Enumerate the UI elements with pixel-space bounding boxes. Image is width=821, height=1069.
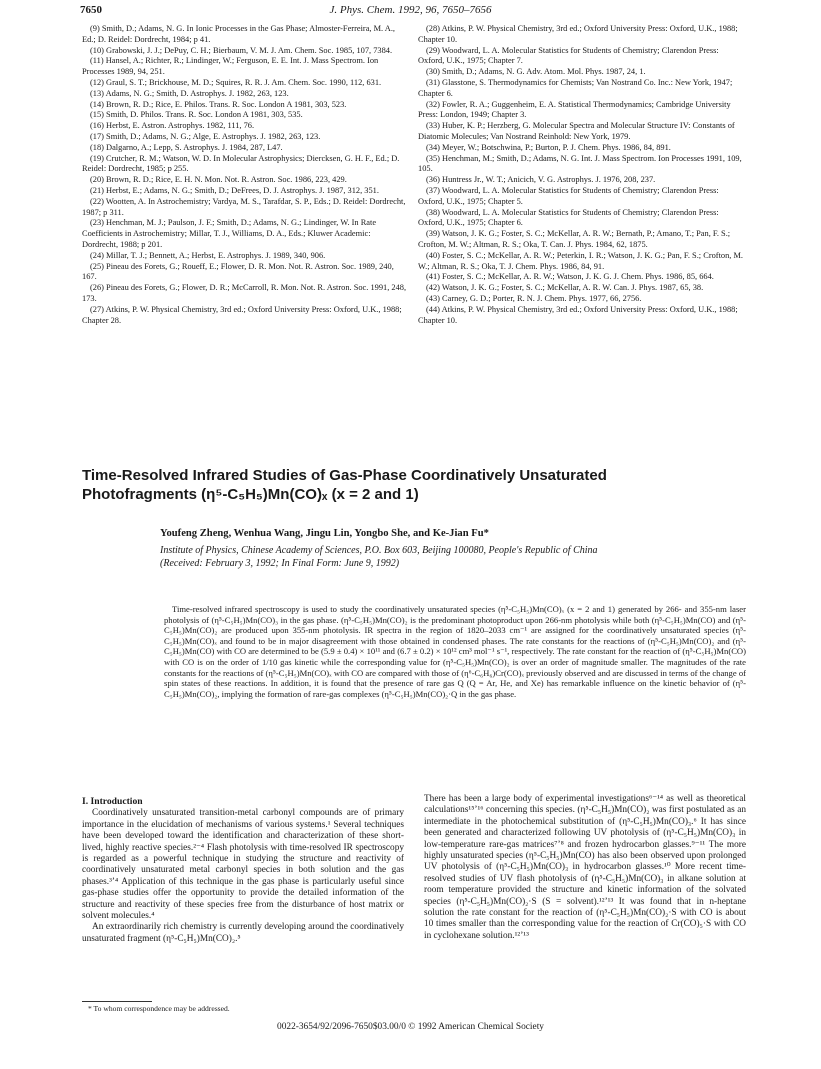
affiliation: Institute of Physics, Chinese Academy of Sciences, P.O. Box 603, Beijing 100080, People's Republic of China xyxy=(160,545,598,556)
article-title xyxy=(82,466,722,504)
reference-entry: (12) Graul, S. T.; Brickhouse, M. D.; Squires, R. R. J. Am. Chem. Soc. 1990, 112, 631. xyxy=(90,77,382,87)
reference-entry: (43) Carney, G. D.; Porter, R. N. J. Chem. Phys. 1977, 66, 2756. xyxy=(426,293,642,303)
reference-entry: (11) Hansel, A.; Richter, R.; Lindinger, W.; Ferguson, E. E. Int. J. Mass Spectrom. Ion Processes 1989, 94, 251. xyxy=(82,56,379,77)
reference-entry: (13) Adams, N. G.; Smith, D. Astrophys. J. 1982, 263, 123. xyxy=(90,88,289,98)
footnote-rule xyxy=(82,1001,152,1002)
reference-entry: (17) Smith, D.; Adams, N. G.; Alge, E. Astrophys. J. 1982, 263, 123. xyxy=(90,131,321,141)
reference-entry: (42) Watson, J. K. G.; Foster, S. C.; McKellar, A. R. W. Can. J. Phys. 1987, 65, 38. xyxy=(426,283,704,293)
article-title-line-2: Photofragments (η⁵-C₅H₅)Mn(CO)ₓ (x = 2 and 1) xyxy=(82,486,419,503)
reference-entry: (21) Herbst, E.; Adams, N. G.; Smith, D.; DeFrees, D. J. Astrophys. J. 1987, 312, 351. xyxy=(90,185,379,195)
reference-entry: (28) Atkins, P. W. Physical Chemistry, 3rd ed.; Oxford University Press: Oxford, U.K., 1988; Chapter 10. xyxy=(418,24,738,44)
reference-entry: (35) Henchman, M.; Smith, D.; Adams, N. G. Int. J. Mass Spectrom. Ion Processes 1991, 109, 105. xyxy=(418,153,742,174)
reference-entry: (32) Fowler, R. A.; Guggenheim, E. A. Statistical Thermodynamics; Cambridge University Press: London, 1949; Chapter 3. xyxy=(418,99,731,120)
reference-entry: (19) Crutcher, R. M.; Watson, W. D. In Molecular Astrophysics; Diercksen, G. H. F., Ed.; D. Reidel: Dordrecht, 1985; p 255. xyxy=(82,153,400,174)
reference-entry: (29) Woodward, L. A. Molecular Statistics for Students of Chemistry; Clarendon Press: Oxford, U.K., 1975; Chapter 7. xyxy=(418,45,719,66)
affiliation-block xyxy=(160,544,598,570)
references-left-column xyxy=(82,24,407,326)
paragraph: An extraordinarily rich chemistry is currently developing around the coordinatively unsaturated fragment (η⁵-C₅H₅)Mn(CO)₂.⁵ xyxy=(82,922,404,944)
reference-entry: (30) Smith, D.; Adams, N. G. Adv. Atom. Mol. Phys. 1987, 24, 1. xyxy=(426,67,646,77)
reference-entry: (36) Huntress Jr., W. T.; Anicich, V. G. Astrophys. J. 1976, 208, 237. xyxy=(426,175,656,185)
reference-entry: (39) Watson, J. K. G.; Foster, S. C.; McKellar, A. R. W.; Bernath, P.; Amano, T.; Pan, F. S.; Crofton, M. W.; Altman, R. S.; Oka, T. Can. J. Phys. 1984, 62, 1875. xyxy=(418,229,731,249)
reference-entry: (44) Atkins, P. W. Physical Chemistry, 3rd ed.; Oxford University Press: Oxford, U.K., 1988; Chapter 10. xyxy=(418,304,738,325)
reference-entry: (22) Wootten, A. In Astrochemistry; Vardya, M. S., Tarafdar, S. P., Eds.; D. Reidel: Dordrecht, 1987; p 311. xyxy=(82,196,406,217)
reference-entry: (37) Woodward, L. A. Molecular Statistics for Students of Chemistry; Clarendon Press: Oxford, U.K., 1975; Chapter 5. xyxy=(418,185,719,206)
reference-entry: (20) Brown, R. D.; Rice, E. H. N. Mon. Not. R. Astron. Soc. 1986, 223, 429. xyxy=(90,175,347,185)
page-footer: 0022-3654/92/2096-7650$03.00/0 © 1992 American Chemical Society xyxy=(277,1022,544,1032)
running-header: J. Phys. Chem. 1992, 96, 7650–7656 xyxy=(329,4,492,16)
reference-entry: (10) Grabowski, J. J.; DePuy, C. H.; Bierbaum, V. M. J. Am. Chem. Soc. 1985, 107, 7384. xyxy=(90,45,393,55)
reference-entry: (18) Dalgarno, A.; Lepp, S. Astrophys. J. 1984, 287, L47. xyxy=(90,142,283,152)
reference-entry: (9) Smith, D.; Adams, N. G. In Ionic Processes in the Gas Phase; Almoster-Ferreira, M. A., Ed.; D. Reidel: Dordrecht, 1984; p 41. xyxy=(82,24,396,44)
received-dates: (Received: February 3, 1992; In Final Form: June 9, 1992) xyxy=(160,558,400,569)
reference-entry: (24) Millar, T. J.; Bennett, A.; Herbst, E. Astrophys. J. 1989, 340, 906. xyxy=(90,250,326,260)
abstract: Time-resolved infrared spectroscopy is used to study the coordinatively unsaturated species (η⁵-C₅H₅)Mn(CO)ₓ (x = 2 and 1) generated by 266- and 355-nm laser photolysis of (η⁵-C₅H₅)Mn(CO)₃ in the gas phase. (η⁵-C₅H₅)Mn(CO)₂ is the predominant photoproduct upon 266-nm photolysis while both (η⁵-C₅H₅)Mn(CO) and (η⁵-C₅H₅)Mn(CO)₂ are produced upon 355-nm photolysis. IR spectra in the region of 1820–2033 cm⁻¹ are assigned for the coordinatively unsaturated species (η⁵-C₅H₅)Mn(CO)ₓ and found to be in major disagreement with those obtained in condensed phases. The rate constants for the reactions of (η⁵-C₅H₅)Mn(CO)₂ and (η⁵-C₅H₅)Mn(CO) with CO are determined to be (5.9 ± 0.4) × 10¹¹ and (6.7 ± 0.2) × 10¹² cm³ mol⁻¹ s⁻¹, respectively. The rate constant for the reaction of (η⁵-C₅H₅)Mn(CO) with CO is on the order of 1/10 gas kinetic while the corresponding value for (η⁵-C₅H₅)Mn(CO)₂ is over an order of magnitude smaller. The magnitudes of the rate constants for the reactions of (η⁵-C₅H₅)Mn(CO)ₓ with CO are compared with those of (η⁶-C₆H₆)Cr(CO)ₓ previously observed and are discussed in terms of the change of spin states of these reactions. In addition, it is found that the presence of rare gas Q (Q = Ar, He, and Xe) has remarkable influence on the kinetic behavior of (η⁵-C₅H₅)Mn(CO)₂, implying the formation of rare-gas complexes (η⁵-C₅H₅)Mn(CO)₂·Q in the gas phase. xyxy=(164,604,746,699)
paragraph: There has been a large body of experimental investigations⁶⁻¹⁴ as well as theoretical calculations¹⁵ʼ¹⁶ concerning this species. (η⁵-C₅H₅)Mn(CO)₂ was first postulated as an intermediate in the photochemical substitution of (η⁵-C₅H₅)Mn(CO)₃.⁶ It has since been generated and characterized following UV photolysis of (η⁵-C₅H₅)Mn(CO)₃ in low-temperature rare-gas matrices⁷ʼ⁸ and frozen hydrocarbon glasses.⁹⁻¹¹ The more highly unsaturated species (η⁵-C₅H₅)Mn(CO) has also been observed upon prolonged UV photolysis of (η⁵-C₅H₅)Mn(CO)₃ in hydrocarbon glasses.¹⁰ More recent time-resolved studies of UV flash photolysis of (η⁵-C₅H₅)Mn(CO)₃ in alkane solution at room temperature provided the structure and kinetic information of the solvated species (η⁵-C₅H₅)Mn(CO)₂·S (S = solvent).¹²ʼ¹³ It was found that in n-heptane solution the rate constant for the reaction of (η⁵-C₅H₅)Mn(CO)₂·S with CO is about 10 times smaller than the corresponding value for the reaction of Cr(CO)₅·S with CO in cyclohexane solution.¹²ʼ¹³ xyxy=(424,794,746,941)
article-title-line-1: Time-Resolved Infrared Studies of Gas-Phase Coordinatively Unsaturated xyxy=(82,467,607,484)
reference-entry: (34) Meyer, W.; Botschwina, P.; Burton, P. J. Chem. Phys. 1986, 84, 891. xyxy=(426,142,671,152)
reference-entry: (41) Foster, S. C.; McKellar, A. R. W.; Watson, J. K. G. J. Chem. Phys. 1986, 85, 664. xyxy=(426,272,714,282)
reference-entry: (23) Henchman, M. J.; Paulson, J. F.; Smith, D.; Adams, N. G.; Lindinger, W. In Rate Coefficients in Astrochemistry; Millar, T. J., Williams, D. A., Eds.; Kluwer Academic: Dordrecht, 1988; p 201. xyxy=(82,218,377,249)
reference-entry: (16) Herbst, E. Astron. Astrophys. 1982, 111, 76. xyxy=(90,121,255,131)
reference-entry: (25) Pineau des Forets, G.; Roueff, E.; Flower, D. R. Mon. Not. R. Astron. Soc. 1989, 240, 167. xyxy=(82,261,394,282)
body-left-column xyxy=(82,796,404,945)
reference-entry: (40) Foster, S. C.; McKellar, A. R. W.; Peterkin, I. R.; Watson, J. K. G.; Pan, F. S.; Crofton, M. W.; Altman, R. S.; Oka, T. J. Chem. Phys. 1986, 84, 91. xyxy=(418,250,744,271)
references-right-column xyxy=(418,24,746,326)
reference-entry: (31) Glasstone, S. Thermodynamics for Chemists; Van Nostrand Co. Inc.: New York, 1947; Chapter 6. xyxy=(418,77,733,98)
reference-entry: (15) Smith, D. Philos. Trans. R. Soc. London A 1981, 303, 535. xyxy=(90,110,303,120)
paragraph: Coordinatively unsaturated transition-metal carbonyl compounds are of primary importance in the elucidation of mechanisms of various systems.¹ Several techniques have been developed toward the identification and characterization of these short-lived, highly reactive species.²⁻⁴ Flash photolysis with time-resolved IR spectroscopy is regarded as a powerful technique in studying the structure and reactivity of coordinatively unsaturated metal carbonyl species in both solution and the gas phases.³ʼ⁴ Application of this technique in the gas phase is particularly useful since gas-phase studies offer the opportunity to provide the detailed information of the structure and reactivity of these species free from the disturbance of host matrix or solvent molecules.⁴ xyxy=(82,808,404,922)
reference-entry: (27) Atkins, P. W. Physical Chemistry, 3rd ed.; Oxford University Press: Oxford, U.K., 1988; Chapter 28. xyxy=(82,304,402,325)
reference-entry: (33) Huber, K. P.; Herzberg, G. Molecular Spectra and Molecular Structure IV: Constants of Diatomic Molecules; Van Nostrand Reinhold: New York, 1979. xyxy=(418,121,735,141)
page-number: 7650 xyxy=(80,4,102,16)
reference-entry: (14) Brown, R. D.; Rice, E. Philos. Trans. R. Soc. London A 1981, 303, 523. xyxy=(90,99,347,109)
section-heading: I. Introduction xyxy=(82,796,143,807)
body-right-column xyxy=(424,794,746,942)
reference-entry: (38) Woodward, L. A. Molecular Statistics for Students of Chemistry; Clarendon Press: Oxford, U.K., 1975; Chapter 6. xyxy=(418,207,719,228)
reference-entry: (26) Pineau des Forets, G.; Flower, D. R.; McCarroll, R. Mon. Not. R. Astron. Soc. 1991, 248, 173. xyxy=(82,283,407,303)
author-list: Youfeng Zheng, Wenhua Wang, Jingu Lin, Yongbo She, and Ke-Jian Fu* xyxy=(160,528,489,539)
footnote: * To whom correspondence may be addressed. xyxy=(88,1004,230,1013)
